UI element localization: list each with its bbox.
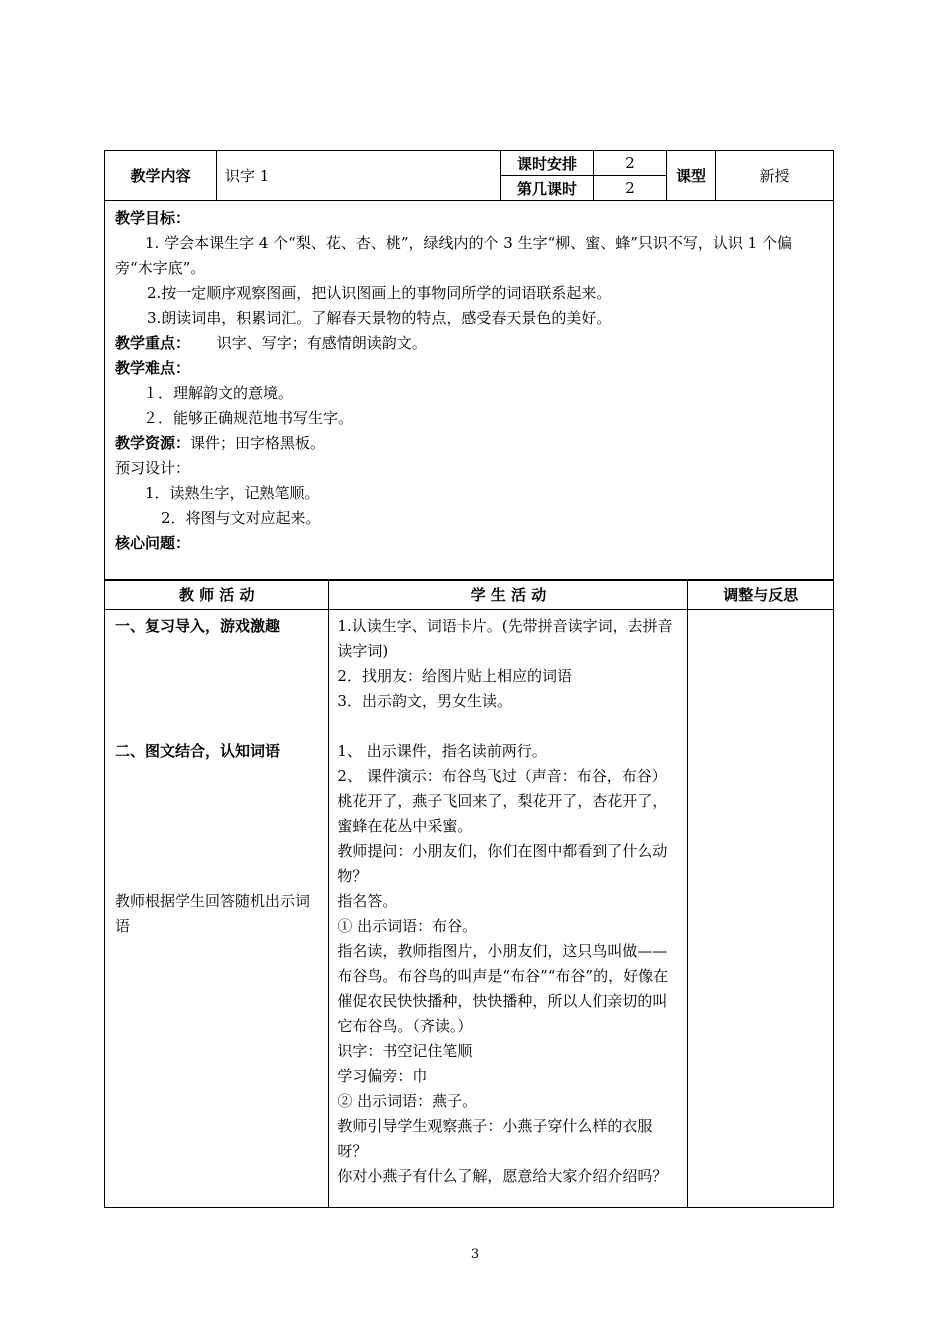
student-step: 3．出示韵文，男女生读。 bbox=[337, 692, 512, 710]
difficulty-label: 教学难点： bbox=[115, 359, 191, 377]
lesson-header-table bbox=[104, 150, 834, 201]
content-value: 识字 1 bbox=[217, 151, 501, 201]
goals-title: 教学目标： bbox=[115, 209, 191, 227]
period-label: 第几课时 bbox=[501, 176, 594, 201]
goals-section bbox=[104, 200, 834, 580]
student-step: 你对小燕子有什么了解，愿意给大家介绍介绍吗？ bbox=[337, 1167, 668, 1185]
student-activity-header: 学 生 活 动 bbox=[329, 581, 688, 610]
student-step: ① 出示词语：布谷。 bbox=[337, 917, 478, 935]
resources-text: 课件；田字格黑板。 bbox=[190, 434, 326, 452]
teacher-note: 教师根据学生回答随机出示词语 bbox=[115, 892, 311, 935]
goal-item: 3.朗读词串，积累词汇。了解春天景物的特点，感受春天景色的美好。 bbox=[147, 309, 612, 327]
teacher-activity-cell bbox=[105, 610, 329, 1208]
difficulty-item: ２．能够正确规范地书写生字。 bbox=[143, 409, 354, 427]
teacher-section-title: 一、复习导入，游戏激趣 bbox=[115, 617, 281, 635]
student-activity-cell bbox=[329, 610, 688, 1208]
preview-item: 1．读熟生字，记熟笔顺。 bbox=[145, 484, 320, 502]
student-step: ② 出示词语：燕子。 bbox=[337, 1092, 478, 1110]
period-value: 2 bbox=[594, 176, 667, 201]
student-step: 教师引导学生观察燕子：小燕子穿什么样的衣服呀？ bbox=[337, 1117, 653, 1160]
key-point-label: 教学重点： bbox=[115, 334, 191, 352]
schedule-value: 2 bbox=[594, 151, 667, 176]
student-step: 识字：书空记住笔顺 bbox=[337, 1042, 473, 1060]
reflection-cell bbox=[688, 610, 834, 1208]
student-step: 指名读，教师指图片，小朋友们，这只鸟叫做——布谷鸟。布谷鸟的叫声是“布谷”“布谷”的，好像在催促农民快快播种，快快播种，所以人们亲切的叫它布谷鸟。（齐读。） bbox=[337, 942, 669, 1035]
student-step: 教师提问：小朋友们，你们在图中都看到了什么动物？ bbox=[337, 842, 668, 885]
resources-line bbox=[115, 431, 825, 456]
student-step: 2．找朋友：给图片贴上相应的词语 bbox=[337, 667, 572, 685]
student-step: 2、 课件演示：布谷鸟飞过（声音：布谷，布谷）桃花开了，燕子飞回来了，梨花开了，杏花开了，蜜蜂在花丛中采蜜。 bbox=[337, 767, 668, 835]
type-label: 课型 bbox=[667, 151, 716, 201]
student-step: 1、 出示课件，指名读前两行。 bbox=[337, 742, 547, 760]
key-point-line bbox=[115, 331, 825, 356]
preview-item: 2．将图与文对应起来。 bbox=[161, 509, 321, 527]
difficulty-item: １．理解韵文的意境。 bbox=[143, 384, 294, 402]
activities-table bbox=[104, 580, 834, 1208]
goal-item: 1. 学会本课生字 4 个“梨、花、杏、桃”，绿线内的个 3 生字“柳、蜜、蜂”只识不写，认识 1 个偏旁“木字底”。 bbox=[115, 234, 792, 277]
page-number: 3 bbox=[470, 1247, 480, 1262]
teacher-section-title: 二、图文结合，认知词语 bbox=[115, 742, 281, 760]
key-point-text: 识字、写字；有感情朗读韵文。 bbox=[216, 334, 427, 352]
core-question-label: 核心问题： bbox=[115, 534, 191, 552]
student-step: 1.认读生字、词语卡片。(先带拼音读字词，去拼音读字词) bbox=[337, 617, 673, 660]
type-value: 新授 bbox=[716, 151, 834, 201]
content-label: 教学内容 bbox=[105, 151, 217, 201]
preview-label: 预习设计： bbox=[115, 459, 191, 477]
goal-item: 2.按一定顺序观察图画，把认识图画上的事物同所学的词语联系起来。 bbox=[147, 284, 612, 302]
schedule-label: 课时安排 bbox=[501, 151, 594, 176]
reflection-header: 调整与反思 bbox=[688, 581, 834, 610]
resources-label: 教学资源： bbox=[115, 434, 191, 452]
student-step: 学习偏旁：巾 bbox=[337, 1067, 428, 1085]
teacher-activity-header: 教 师 活 动 bbox=[105, 581, 329, 610]
student-step: 指名答。 bbox=[337, 892, 398, 910]
